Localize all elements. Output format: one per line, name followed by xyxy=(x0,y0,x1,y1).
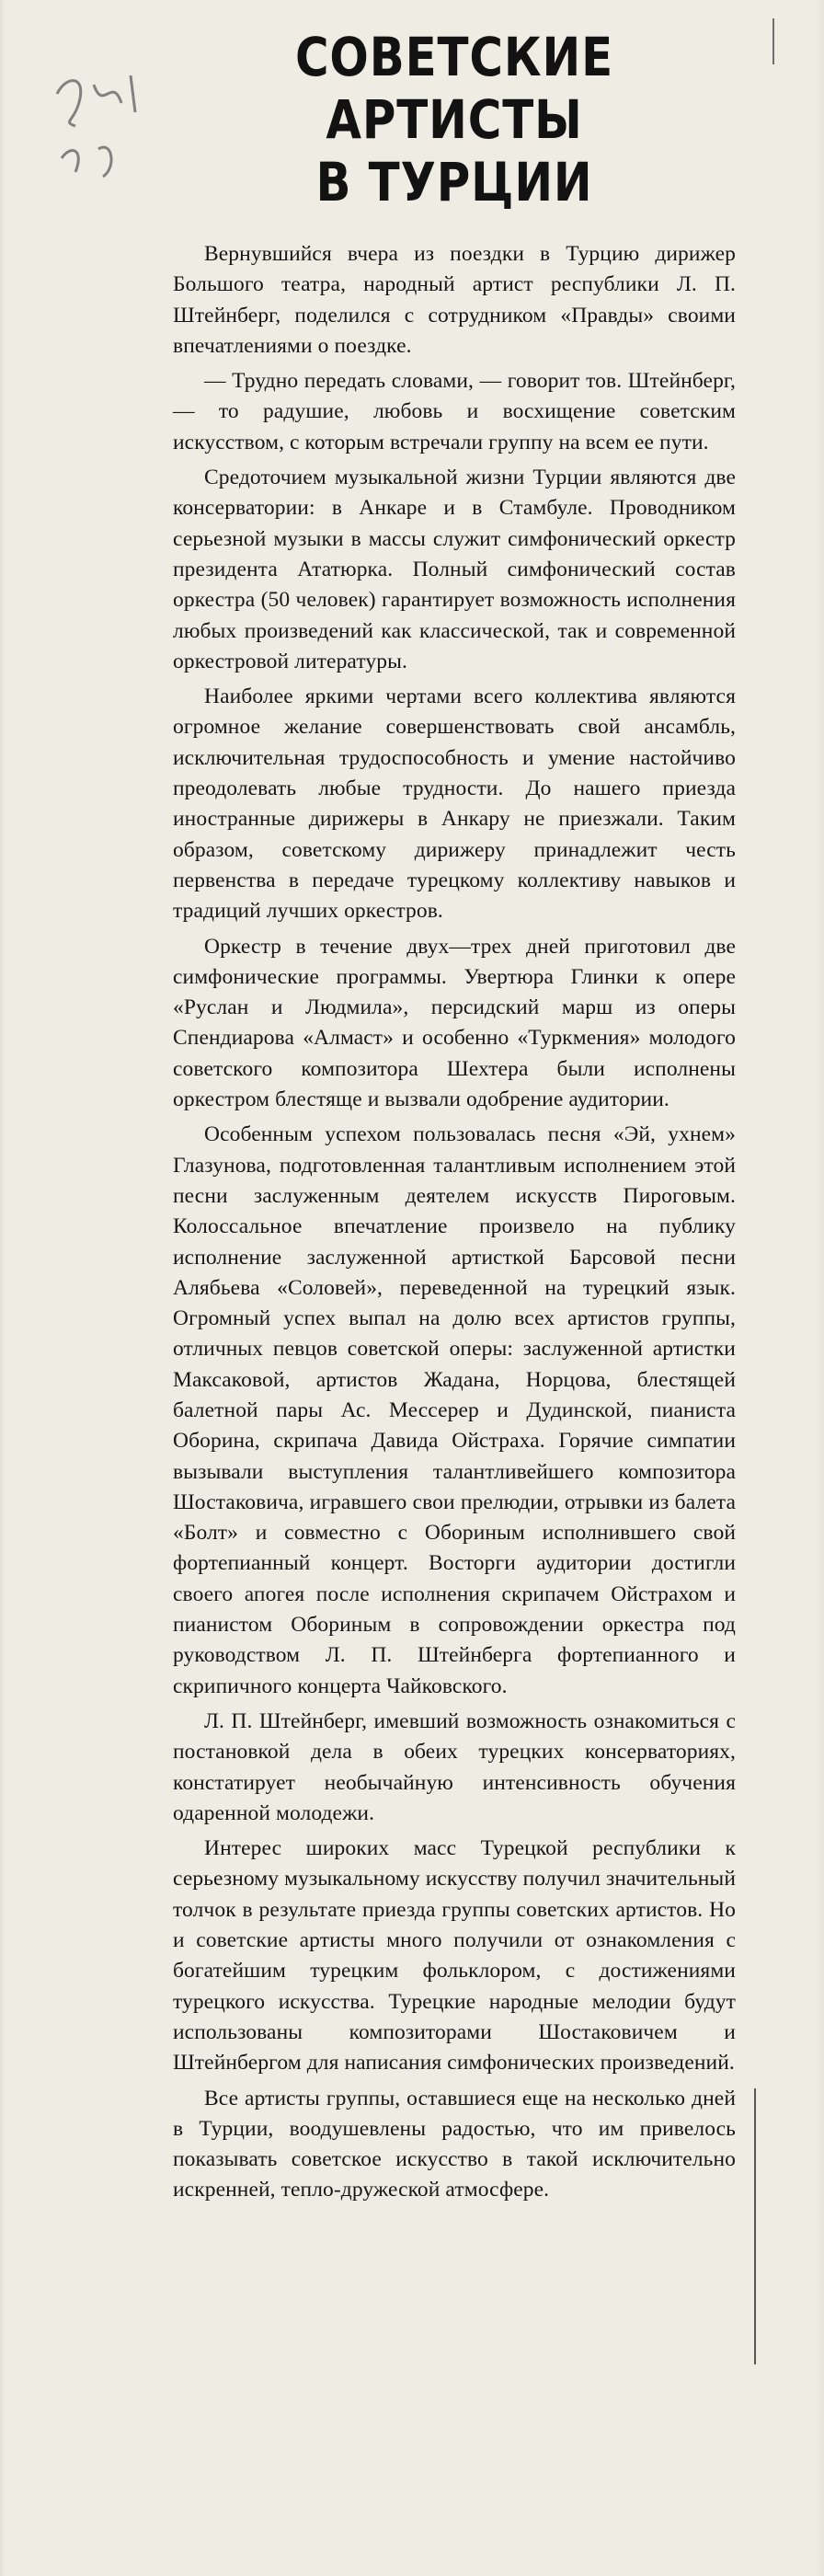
paragraph: Наиболее яркими чертами всего коллектива являются огромное желание совершенствовать свой ансамбль, исключительная трудоспособность и умение настойчиво преодолевать любые трудности. До нашего приезда иностранные дирижеры в Анкару не приезжали. Таким образом, советскому дирижеру принадлежит честь первенства в передаче турецкому коллективу навыков и традиций лучших оркестров. xyxy=(173,684,736,924)
paragraph: Особенным успехом пользовалась песня «Эй, ухнем» Глазунова, подготовленная талантливым исполнением этой песни заслуженным деятелем искусств Пироговым. Колоссальное впечатление произвело на публику исполнение заслуженной артисткой Барсовой песни Алябьева «Соловей», переведенной на турецкий язык. Огромный успех выпал на долю всех артистов группы, отличных певцов советской оперы: заслуженной артистки Максаковой, артистов Жадана, Норцова, блестящей балетной пары Ас. Мессерер и Дудинской, пианиста Оборина, скрипача Давида Ойстраха. Горячие симпатии вызывали выступления талантливейшего композитора Шостаковича, игравшего свои прелюдии, отрывки из балета «Болт» и совместно с Обориным исполнившего свой фортепианный концерт. Восторги аудитории достигли своего апогея после исполнения скрипачем Ойстрахом и пианистом Обориным в сопровождении оркестра под руководством Л. П. Штейнберга фортепианного и скрипичного концерта Чайковского. xyxy=(173,1122,736,1698)
margin-rule xyxy=(754,2088,756,2364)
article xyxy=(173,26,736,2211)
paragraph: Все артисты группы, оставшиеся еще на несколько дней в Турции, воодушевлены радостью, что им привелось показывать советское искусство в такой исключительно искренней, тепло-дружеской атмосфере. xyxy=(173,2086,736,2202)
handwritten-margin-note xyxy=(48,57,186,195)
paragraph: Вернувшийся вчера из поездки в Турцию дирижер Большого театра, народный артист республики Л. П. Штейнберг, поделился с сотрудником «Правды» своими впечатлениями о поездке. xyxy=(173,242,736,358)
paragraph: Средоточием музыкальной жизни Турции являются две консерватории: в Анкаре и в Стамбуле. Проводником серьезной музыки в массы служит симфонический оркестр президента Ататюрка. Полный симфонический состав оркестра (50 человек) гарантирует возможность исполнения любых произведений как классической, так и современной оркестровой литературы. xyxy=(173,466,736,673)
headline-line-2: В ТУРЦИИ xyxy=(315,151,593,213)
paragraph: Интерес широких масс Турецкой республики к серьезному музыкальному искусству получил значительный толчок в результате приезда группы советских артистов. Но и советские артисты много получили от ознакомления с богатейшим турецким фольклором, с достижениями турецкого искусства. Турецкие народные мелодии будут использованы композиторами Шостаковичем и Штейнбергом для написания симфонических произведений. xyxy=(173,1836,736,2076)
headline-line-1: СОВЕТСКИЕ АРТИСТЫ xyxy=(294,26,614,151)
paragraph: Л. П. Штейнберг, имевший возможность ознакомиться с постановкой дела в обеих турецких консерваториях, констатирует необычайную интенсивность обучения одаренной молодежи. xyxy=(173,1708,736,1825)
article-body xyxy=(173,239,736,2206)
column-edge-mark xyxy=(772,18,774,64)
paragraph: Оркестр в течение двух—трех дней приготовил две симфонические программы. Увертюра Глинки к опере «Руслан и Людмила», персидский марш из оперы Спендиарова «Алмаст» и особенно «Туркмения» молодого советского композитора Шехтера были исполнены оркестром блестяще и вызвали одобрение аудитории. xyxy=(173,934,736,1112)
article-headline xyxy=(173,26,736,213)
paragraph: — Трудно передать словами, — говорит тов. Штейнберг, — то радушие, любовь и восхищение советским искусством, с которым встречали группу на всем ее пути. xyxy=(173,369,736,454)
